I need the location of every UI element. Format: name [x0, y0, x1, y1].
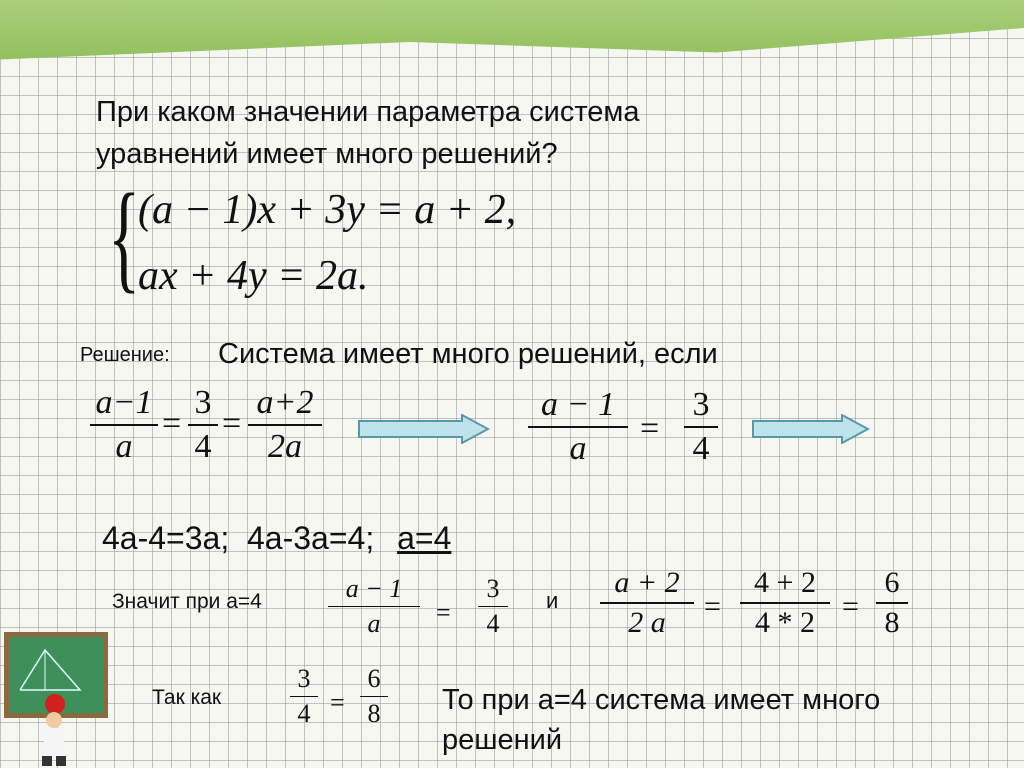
fraction-bar: [360, 696, 388, 697]
equals-sign: =: [704, 590, 721, 623]
steps-text: 4a-4=3a; 4a-3a=4;: [102, 520, 375, 556]
equals-sign: =: [330, 688, 345, 717]
denominator: 8: [367, 699, 381, 728]
denominator: 4 * 2: [755, 606, 815, 639]
numerator: a − 1: [541, 386, 615, 423]
equals-sign: =: [842, 590, 859, 623]
equals-sign: =: [640, 410, 660, 447]
teacher-clipart-icon: [0, 630, 110, 768]
answer-underlined: a=4: [397, 520, 452, 556]
and-word: и: [546, 588, 559, 613]
fraction-6-over-8: [360, 664, 388, 729]
fraction-bar: [188, 424, 218, 426]
numerator: a+2: [256, 384, 314, 421]
numerator: a − 1: [345, 574, 403, 603]
fraction-a-minus-1-over-a: [328, 574, 420, 639]
fraction-3-over-4: [188, 384, 218, 466]
denominator: 2a: [268, 428, 302, 465]
equals-sign: =: [222, 405, 242, 442]
question-line-2: уравнений имеет много решений?: [96, 138, 558, 170]
denominator: 2 a: [628, 606, 666, 639]
denominator: a: [367, 609, 381, 638]
right-arrow-icon: [752, 414, 870, 444]
fraction-4-plus-2-over-4-times-2: [740, 566, 830, 640]
denominator: 4: [692, 430, 710, 467]
solution-condition: Система имеет много решений, если: [218, 338, 718, 370]
question-line-1: При каком значении параметра система: [96, 96, 640, 128]
fraction-bar: [248, 424, 322, 426]
denominator: a: [569, 430, 587, 467]
fraction-bar: [684, 426, 718, 428]
equals-sign: =: [436, 598, 451, 627]
fraction-3-over-4: [290, 664, 318, 729]
conclusion-line-2: решений: [442, 724, 563, 756]
fraction-bar: [328, 606, 420, 607]
numerator: 6: [367, 664, 381, 693]
denominator: 4: [194, 428, 212, 465]
conclusion-line-1: То при a=4 система имеет много: [442, 684, 881, 716]
solution-steps: [102, 520, 451, 557]
numerator: 4 + 2: [754, 566, 816, 599]
numerator: 3: [486, 574, 500, 603]
fraction-bar: [90, 424, 158, 426]
fraction-a-plus-2-over-2a: [248, 384, 322, 466]
equals-sign: =: [162, 405, 182, 442]
system-brace: {: [108, 169, 141, 304]
fraction-3-over-4: [478, 574, 508, 639]
numerator: a + 2: [614, 566, 680, 599]
denominator: a: [115, 428, 133, 465]
fraction-3-over-4: [684, 386, 718, 468]
right-arrow-icon: [358, 414, 490, 444]
numerator: 3: [194, 384, 212, 421]
numerator: 3: [297, 664, 311, 693]
fraction-bar: [290, 696, 318, 697]
denominator: 4: [486, 609, 500, 638]
denominator: 8: [884, 606, 900, 639]
top-banner: [0, 0, 1024, 70]
fraction-bar: [876, 602, 908, 604]
fraction-a-minus-1-over-a: [90, 384, 158, 466]
check-label: Значит при a=4: [112, 590, 262, 613]
fraction-a-plus-2-over-2a: [600, 566, 694, 640]
solution-label: Решение:: [80, 344, 170, 366]
fraction-bar: [528, 426, 628, 428]
numerator: 6: [884, 566, 900, 599]
system-equation-1: (a − 1)x + 3y = a + 2,: [138, 187, 517, 233]
fraction-bar: [478, 606, 508, 607]
fraction-bar: [740, 602, 830, 604]
system-equation-2: ax + 4y = 2a.: [138, 253, 369, 299]
fraction-6-over-8: [876, 566, 908, 640]
numerator: a−1: [95, 384, 153, 421]
numerator: 3: [692, 386, 710, 423]
fraction-bar: [600, 602, 694, 604]
denominator: 4: [297, 699, 311, 728]
because-label: Так как: [152, 686, 222, 709]
fraction-a-minus-1-over-a: [528, 386, 628, 468]
